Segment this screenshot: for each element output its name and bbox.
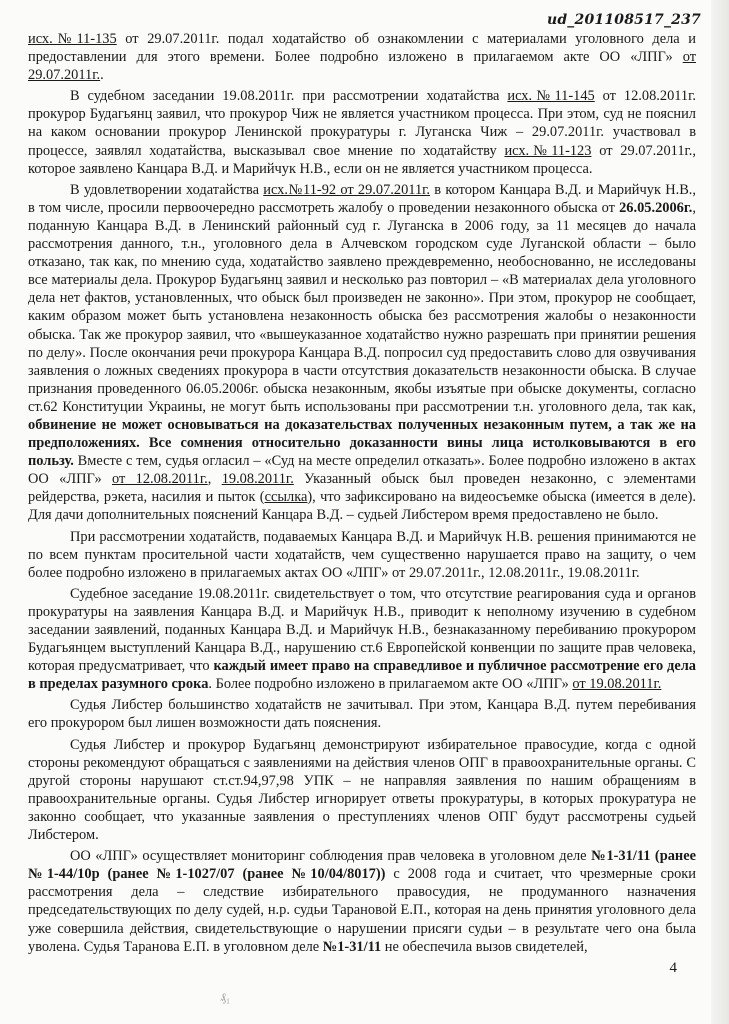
bold-text: №1-31/11 (ранее №1-44/10р (ранее №1-1027/07 (ранее №10/04/8017)) bbox=[28, 848, 696, 883]
underlined-reference: исх.№11-145 bbox=[507, 88, 595, 105]
underlined-reference: от 19.08.2011г. bbox=[572, 676, 662, 693]
underlined-reference: ссылка bbox=[264, 489, 308, 506]
text-run: В удовлетворении ходатайства bbox=[70, 181, 264, 198]
text-run: , поданную Канцара В.Д. в Ленинский районный суд г. Луганска в 2006 году, за 11 месяцев до начала рассмотрения данного, т.н., уголовного дела в Алчевском городском суде Луганской области – было отказано, так как, по мнению суда, ходатайство заявлено преждевременно, необоснованно, не исследованы все материалы дела. Прокурор Будагьянц заявил и несколько раз повторил – «В материалах дела уголовного дела нет фактов, установленных, что обыск был произведен не законно». При этом, прокурор не сообщает, каким образом может быть установлена незаконность обыска без рассмотрения жалобы о незаконности обыска. Так же прокурор заявил, что «вышеуказанное ходатайство нужно разрешать при принятии решения по делу». После окончания речи прокурора Канцара В.Д. попросил суд предоставить слово для озвучивания заявления о ложных сведениях прокурора в части отсутствия доказательств незаконности обыска. В случае признания проведенного 06.05.2006г. обыска незаконным, якобы изъятые при обыске документы, согласно ст.62 Конституции Украины, не могут быть использованы при рассмотрении т.н. уголовного дела, так как, bbox=[28, 199, 696, 415]
paragraph bbox=[28, 736, 696, 845]
paragraph bbox=[28, 528, 696, 582]
underlined-reference: от 29.07.2011г. bbox=[28, 49, 696, 84]
underlined-reference: от 12.08.2011г. bbox=[111, 471, 208, 488]
paragraph bbox=[28, 696, 696, 732]
text-run: ), что зафиксировано на видеосъемке обыска (имеется в деле). Для дачи дополнительных пояснений Канцара В.Д. – судьей Либстером время предоставлено не было. bbox=[28, 489, 696, 524]
paragraph bbox=[28, 87, 696, 177]
document-body bbox=[28, 30, 696, 959]
paragraph bbox=[28, 847, 696, 956]
bold-text: №1-31/11 bbox=[322, 938, 382, 955]
paragraph bbox=[28, 585, 696, 694]
text-run: с 2008 года и считает, что чрезмерные сроки рассмотрения дела – следствие избирательного правосудия, не продуманного назначения председательствующих по делу судей, н.р. судьи Тарановой Е.П., которая на день принятия уголовного дела уже совершила действия, свидетельствующие о нарушении присяги судьи – в результате чего она была уволена. Судья Таранова Е.П. в уголовном деле bbox=[28, 866, 696, 955]
scan-edge-shadow bbox=[711, 0, 729, 1024]
document-id-stamp: ud_201108517_237 bbox=[546, 12, 701, 28]
text-run: . Более подробно изложено в прилагаемом акте ОО «ЛПГ» bbox=[208, 676, 573, 693]
paragraph bbox=[28, 181, 696, 525]
text-run: Судья Либстер и прокурор Будагьянц демонстрируют избирательное правосудие, когда с одной стороны рекомендуют обращаться с заявлениями на действия членов ОПГ в правоохранительные органы. С другой стороны нарушают ст.ст.94,97,98 УПК – не направляя заявления по нашим обращениям в правоохранительные органы. Судья Либстер игнорирует ответы прокуратуры, в которых прокуратура не законно сообщает, что указанные заявления о преступлениях членов ОПГ будут рассмотрены судьей Либстером. bbox=[28, 736, 696, 844]
text-run: от 12.08.2011г. прокурор Будагьянц заявил, что прокурор Чиж не является участником процесса. При этом, суд не пояснил на каком основании прокурор Ленинской прокуратуры г. Луганска Чиж – 29.07.2011г. участвовал в процессе, заявлял ходатайства, высказывал свое мнение по ходатайству bbox=[28, 88, 696, 159]
scan-smudge-mark: ₰₁ bbox=[220, 990, 231, 1004]
text-run: В судебном заседании 19.08.2011г. при рассмотрении ходатайства bbox=[70, 88, 508, 105]
page-number: 4 bbox=[669, 960, 677, 976]
text-run: При рассмотрении ходатайств, подаваемых Канцара В.Д. и Марийчук Н.В. решения принимаются не по всем пунктам просительной части ходатайств, чем существенно нарушается право на защиту, о чем более подробно изложено в прилагаемых актах ОО «ЛПГ» от 29.07.2011г., 12.08.2011г., 19.08.2011г. bbox=[28, 528, 696, 581]
text-run: , bbox=[207, 471, 222, 488]
text-run: от 29.07.2011г. подал ходатайство об ознакомлении с материалами уголовного дела и предоставлении для этого времени. Более подробно изложено в прилагаемом акте ОО «ЛПГ» bbox=[28, 31, 697, 66]
bold-text: каждый имеет право на справедливое и публичное рассмотрение его дела в пределах разумного срока bbox=[28, 658, 696, 693]
paragraph bbox=[28, 30, 696, 84]
text-run: Указанный обыск был проведен незаконно, с элементами рейдерства, рэкета, насилия и пыток ( bbox=[28, 471, 696, 506]
text-run: Вместе с тем, судья огласил – «Суд на месте определил отказать». Более подробно изложено в актах ОО «ЛПГ» bbox=[28, 453, 696, 488]
bold-text: 26.05.2006г. bbox=[619, 199, 693, 216]
text-run: Судья Либстер большинство ходатайств не зачитывал. При этом, Канцара В.Д. путем перебивания его прокурором был лишен возможности дать пояснения. bbox=[28, 697, 696, 732]
underlined-reference: исх.№11-123 bbox=[504, 142, 592, 159]
text-run: ОО «ЛПГ» осуществляет мониторинг соблюдения прав человека в уголовном деле bbox=[70, 848, 592, 865]
text-run: в котором Канцара В.Д. и Марийчук Н.В., в том числе, просили первоочередно рассмотреть жалобу о проведении незаконного обыска от bbox=[28, 181, 696, 216]
underlined-reference: исх.№11-92 от 29.07.2011г. bbox=[263, 181, 431, 198]
text-run: от 29.07.2011г., которое заявлено Канцара В.Д. и Марийчук Н.В., если он не является участником процесса. bbox=[28, 142, 696, 177]
underlined-reference: 19.08.2011г. bbox=[221, 471, 294, 488]
bold-text: обвинение не может основываться на доказательствах полученных незаконным путем, а так же на предположениях. Все сомнения относительно доказанности вины лица истолковываются в его пользу. bbox=[28, 416, 696, 470]
text-run: не обеспечила вызов свидетелей, bbox=[381, 938, 588, 955]
text-run: . bbox=[100, 67, 104, 84]
text-run: Судебное заседание 19.08.2011г. свидетельствует о том, что отсутствие реагирования суда и органов прокуратуры на заявления Канцара В.Д. и Марийчук Н.В., приводит к неполному изучению в судебном заседании заявлений, поданных Канцара В.Д. и Марийчук Н.В., безнаказанному перебиванию прокурором Будагьянцем выступлений Канцара В.Д., нарушению ст.6 Европейской конвенции по защите прав человека, которая предусматривает, что bbox=[28, 585, 696, 675]
underlined-reference: исх.№11-135 bbox=[28, 31, 117, 47]
